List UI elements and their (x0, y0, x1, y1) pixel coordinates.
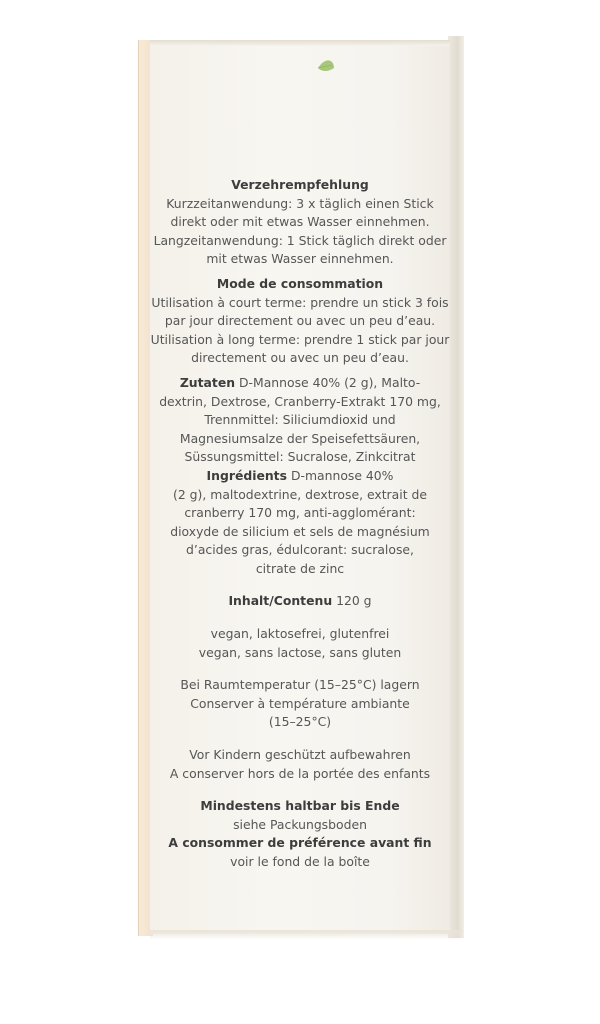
box-shadow (150, 930, 462, 940)
ingredients-fr-title: Ingrédients (206, 467, 287, 483)
leaf-logo-icon (314, 38, 336, 108)
content-title: Inhalt/Contenu (228, 593, 333, 609)
ingredients-fr-line: d’acides gras, édulcorant: sucralose, (186, 542, 414, 558)
usage-fr-line: Utilisation à long terme: prendre 1 stick par jour (150, 331, 450, 347)
ingredients-de-line: dextrin, Dextrose, Cranberry-Extrakt 170 mg, (159, 393, 441, 409)
storage-line: Bei Raumtemperatur (15–25°C) lagern (180, 677, 420, 693)
ingredients-fr-line: (2 g), maltodextrine, dextrose, extrait de (173, 486, 427, 502)
ingredients-fr-line: citrate de zinc (255, 560, 345, 576)
diet-line: vegan, sans lactose, sans gluten (198, 644, 402, 660)
usage-de-line: mit etwas Wasser einnehmen. (206, 251, 394, 267)
usage-de-line: Langzeitanwendung: 1 Stick täglich direkt oder (153, 232, 447, 248)
usage-de-title: Verzehrempfehlung (231, 177, 369, 192)
usage-de-line: Kurzzeitanwendung: 3 x täglich einen Stick (166, 195, 434, 211)
children-warning-line: A conserver hors de la portée des enfants (169, 765, 431, 781)
best-before-fr-title: A consommer de préférence avant fin (168, 835, 432, 851)
best-before-de-title: Mindestens haltbar bis Ende (200, 798, 400, 814)
ingredients-fr-first-line: Ingrédients D-mannose 40% (206, 467, 394, 483)
storage-line: Conserver à température ambiante (190, 695, 410, 711)
ingredients-de-line: Süssungsmittel: Sucralose, Zinkcitrat (184, 449, 416, 465)
ingredients-de-line: Magnesiumsalze der Speisefettsäuren, (179, 430, 421, 446)
usage-fr-line: par jour directement ou avec un peu d’eau. (164, 313, 436, 329)
box-top-flap (150, 40, 450, 46)
usage-fr-line: Utilisation à court terme: prendre un stick 3 fois (151, 294, 449, 310)
storage-line: (15–25°C) (268, 714, 332, 730)
ingredients-de-first-line: Zutaten D-Mannose 40% (2 g), Malto- (179, 374, 421, 390)
box-right-edge (448, 36, 464, 938)
usage-fr-title: Mode de consommation (216, 275, 384, 291)
ingredients-de-title: Zutaten (179, 374, 236, 390)
best-before-de-sub: siehe Packungsboden (233, 816, 367, 832)
best-before-fr-sub: voir le fond de la boîte (230, 854, 370, 869)
ingredients-fr-line: dioxyde de silicium et sels de magnésium (170, 523, 430, 539)
diet-line: vegan, laktosefrei, glutenfrei (210, 626, 390, 642)
product-label-text (150, 176, 450, 872)
usage-de-line: direkt oder mit etwas Wasser einnehmen. (170, 214, 430, 230)
ingredients-fr-line: cranberry 170 mg, anti-agglomérant: (184, 505, 416, 521)
ingredients-de-line: Trennmittel: Siliciumdioxid und (204, 412, 396, 428)
children-warning-line: Vor Kindern geschützt aufbewahren (189, 747, 411, 763)
content-line: Inhalt/Contenu 120 g (228, 593, 372, 609)
usage-fr-line: directement ou avec un peu d’eau. (191, 350, 409, 366)
